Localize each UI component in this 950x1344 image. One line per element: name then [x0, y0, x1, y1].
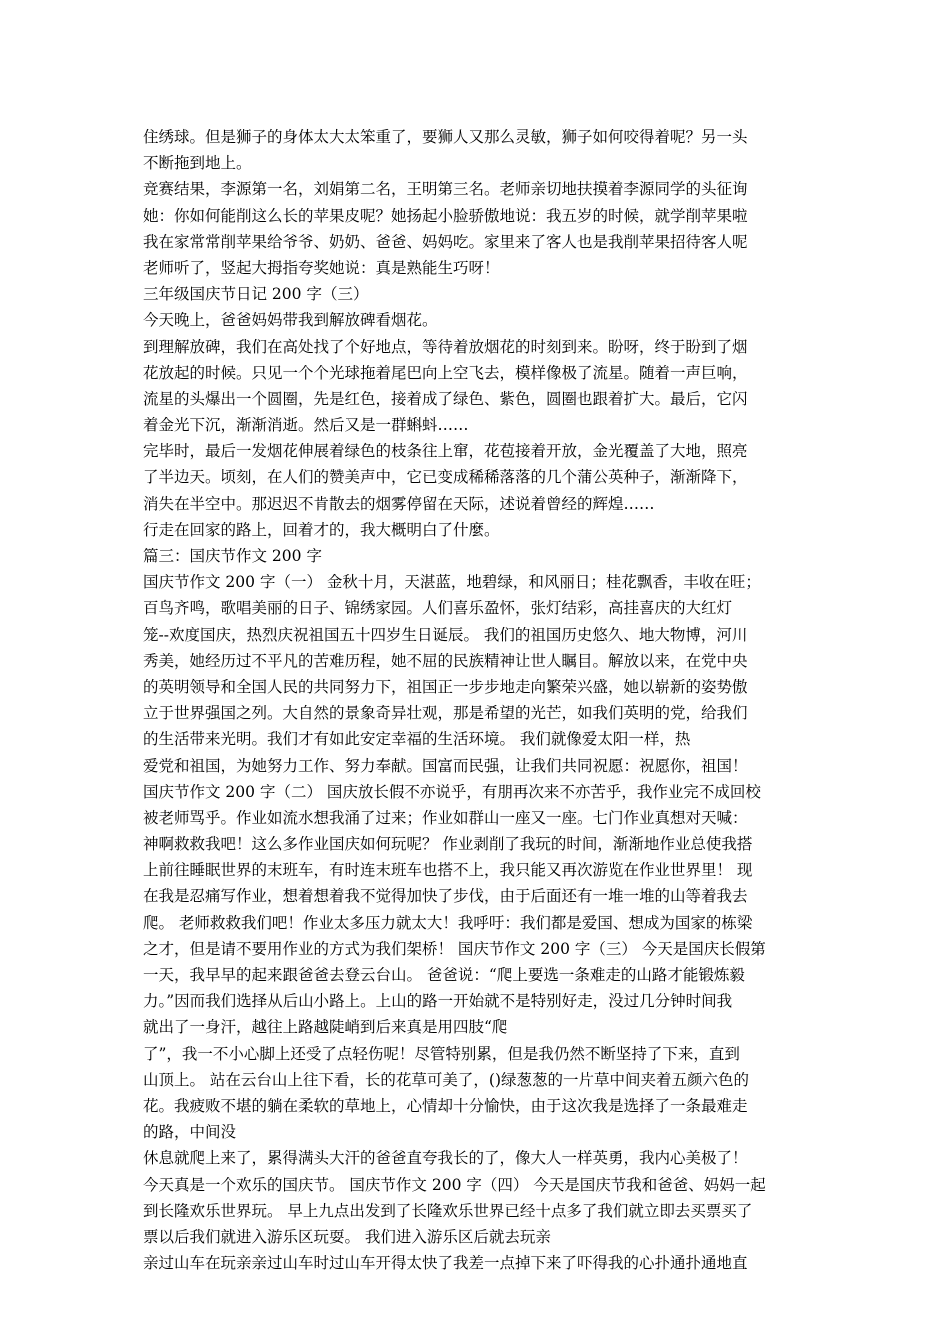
- text-line: 的路，中间没: [143, 1123, 237, 1142]
- text-line: 了”，我一不小心脚上还受了点轻伤呢！尽管特别累，但是我仍然不断坚持了下来，直到: [143, 1044, 740, 1063]
- text-line: 上前往睡眠世界的末班车，有时连末班车也搭不上，我只能又再次游览在作业世界里！ 现: [143, 861, 753, 880]
- text-line: 被老师骂乎。作业如流水想我涌了过来；作业如群山一座又一座。七门作业真想对天喊：: [143, 808, 748, 827]
- text-line: 百鸟齐鸣，歌唱美丽的日子、锦绣家园。人们喜乐盈怀，张灯结彩，高挂喜庆的大红灯: [143, 599, 733, 618]
- document-body: [143, 124, 808, 1276]
- text-line: 着金光下沉，渐渐消逝。然后又是一群蝌蚪……: [143, 416, 469, 435]
- text-line: 的生活带来光明。我们才有如此安定幸福的生活环境。 我们就像爱太阳一样，热: [143, 730, 691, 749]
- text-line: 我在家常常削苹果给爷爷、奶奶、爸爸、妈妈吃。家里来了客人也是我削苹果招待客人呢: [143, 232, 748, 251]
- text-line: 到长隆欢乐世界玩。 早上九点出发到了长隆欢乐世界已经十点多了我们就立即去买票买了: [143, 1201, 753, 1220]
- text-line: 了半边天。顷刻，在人们的赞美声中，它已变成稀稀落落的几个蒲公英种子，渐渐降下，: [143, 468, 748, 487]
- text-line: 今天晚上，爸爸妈妈带我到解放碑看烟花。: [143, 311, 438, 330]
- text-line: 神啊救救我吧！这么多作业国庆如何玩呢？ 作业剥削了我玩的时间，渐渐地作业总使我搭: [143, 835, 753, 854]
- text-line: 今天真是一个欢乐的国庆节。 国庆节作文 200 字（四） 今天是国庆节我和爸爸、妈妈一起: [143, 1175, 766, 1194]
- text-line: 力。”因而我们选择从后山小路上。上山的路一开始就不是特别好走，没过几分钟时间我: [143, 992, 733, 1011]
- text-line: 竞赛结果，李源第一名，刘娟第二名，王明第三名。老师亲切地扶摸着李源同学的头征询: [143, 180, 748, 199]
- text-line: 一天，我早早的起来跟爸爸去登云台山。 爸爸说：“爬上要选一条难走的山路才能锻炼毅: [143, 966, 745, 984]
- text-line: 在我是忍痛写作业，想着想着我不觉得加快了步伐，由于后面还有一堆一堆的山等着我去: [143, 887, 748, 906]
- text-line: 到理解放碑，我们在高处找了个好地点，等待着放烟花的时刻到来。盼呀，终于盼到了烟: [143, 337, 748, 356]
- text-line: 爱党和祖国，为她努力工作、努力奉献。国富而民强，让我们共同祝愿：祝愿你，祖国！: [143, 756, 748, 775]
- text-line: 的英明领导和全国人民的共同努力下，祖国正一步步地走向繁荣兴盛，她以崭新的姿势傲: [143, 677, 748, 696]
- text-line: 消失在半空中。那迟迟不肯散去的烟雾停留在天际，述说着曾经的辉煌……: [143, 494, 655, 513]
- text-line: 之才，但是请不要用作业的方式为我们架桥！ 国庆节作文 200 字（三） 今天是国庆长假第: [143, 939, 766, 958]
- text-line: 住绣球。但是狮子的身体太大太笨重了，要狮人又那么灵敏，狮子如何咬得着呢？另一头: [143, 128, 748, 146]
- text-line: 她：你如何能削这么长的苹果皮呢？她扬起小脸骄傲地说：我五岁的时候，就学削苹果啦: [143, 206, 748, 225]
- text-line: 行走在回家的路上，回着才的，我大概明白了什麼。: [143, 520, 500, 539]
- text-line: 国庆节作文 200 字（一） 金秋十月，天湛蓝，地碧绿，和风丽日；桂花飘香，丰收在旺；: [143, 573, 761, 592]
- text-line: 票以后我们就进入游乐区玩耍。 我们进入游乐区后就去玩亲: [143, 1227, 551, 1246]
- text-line: 秀美，她经历过不平凡的苦难历程，她不屈的民族精神让世人瞩目。解放以来，在党中央: [143, 651, 748, 670]
- text-line: 山顶上。 站在云台山上往下看，长的花草可美了，()绿葱葱的一片草中间夹着五颜六色的: [143, 1070, 750, 1089]
- text-line: 休息就爬上来了，累得满头大汗的爸爸直夸我长的了，像大人一样英勇，我内心美极了！: [143, 1149, 748, 1168]
- text-line: 立于世界强国之列。大自然的景象奇异壮观，那是希望的光芒，如我们英明的党，给我们: [143, 704, 748, 723]
- text-line: 国庆节作文 200 字（二） 国庆放长假不亦说乎，有朋再次来不亦苦乎，我作业完不成回校: [143, 782, 761, 801]
- text-line: 花放起的时候。只见一个个光球拖着尾巴向上空飞去，模样像极了流星。随着一声巨响，: [143, 363, 748, 382]
- text-line: 老师听了，竖起大拇指夸奖她说：真是熟能生巧呀！: [143, 258, 500, 277]
- text-line: 篇三：国庆节作文 200 字: [143, 547, 322, 565]
- text-line: 完毕时，最后一发烟花伸展着绿色的枝条往上窜，花苞接着开放，金光覆盖了大地，照亮: [143, 442, 748, 461]
- text-line: 三年级国庆节日记 200 字（三）: [143, 285, 369, 304]
- text-line: 笼--欢度国庆，热烈庆祝祖国五十四岁生日诞辰。 我们的祖国历史悠久、地大物博，河川: [143, 625, 748, 644]
- text-line: 爬。 老师救救我们吧！作业太多压力就太大！我呼吁：我们都是爱国、想成为国家的栋梁: [143, 913, 753, 932]
- text-line: 不断拖到地上。: [143, 154, 252, 173]
- text-line: 流星的头爆出一个圆圈，先是红色，接着成了绿色、紫色，圆圈也跟着扩大。最后，它闪: [143, 389, 748, 408]
- text-line: 就出了一身汗，越往上路越陡峭到后来真是用四肢“爬: [143, 1018, 508, 1037]
- text-line: 花。我疲败不堪的躺在柔软的草地上，心情却十分愉快，由于这次我是选择了一条最难走: [143, 1096, 748, 1115]
- text-line: 亲过山车在玩亲亲过山车时过山车开得太快了我差一点掉下来了吓得我的心扑通扑通地直: [143, 1254, 748, 1273]
